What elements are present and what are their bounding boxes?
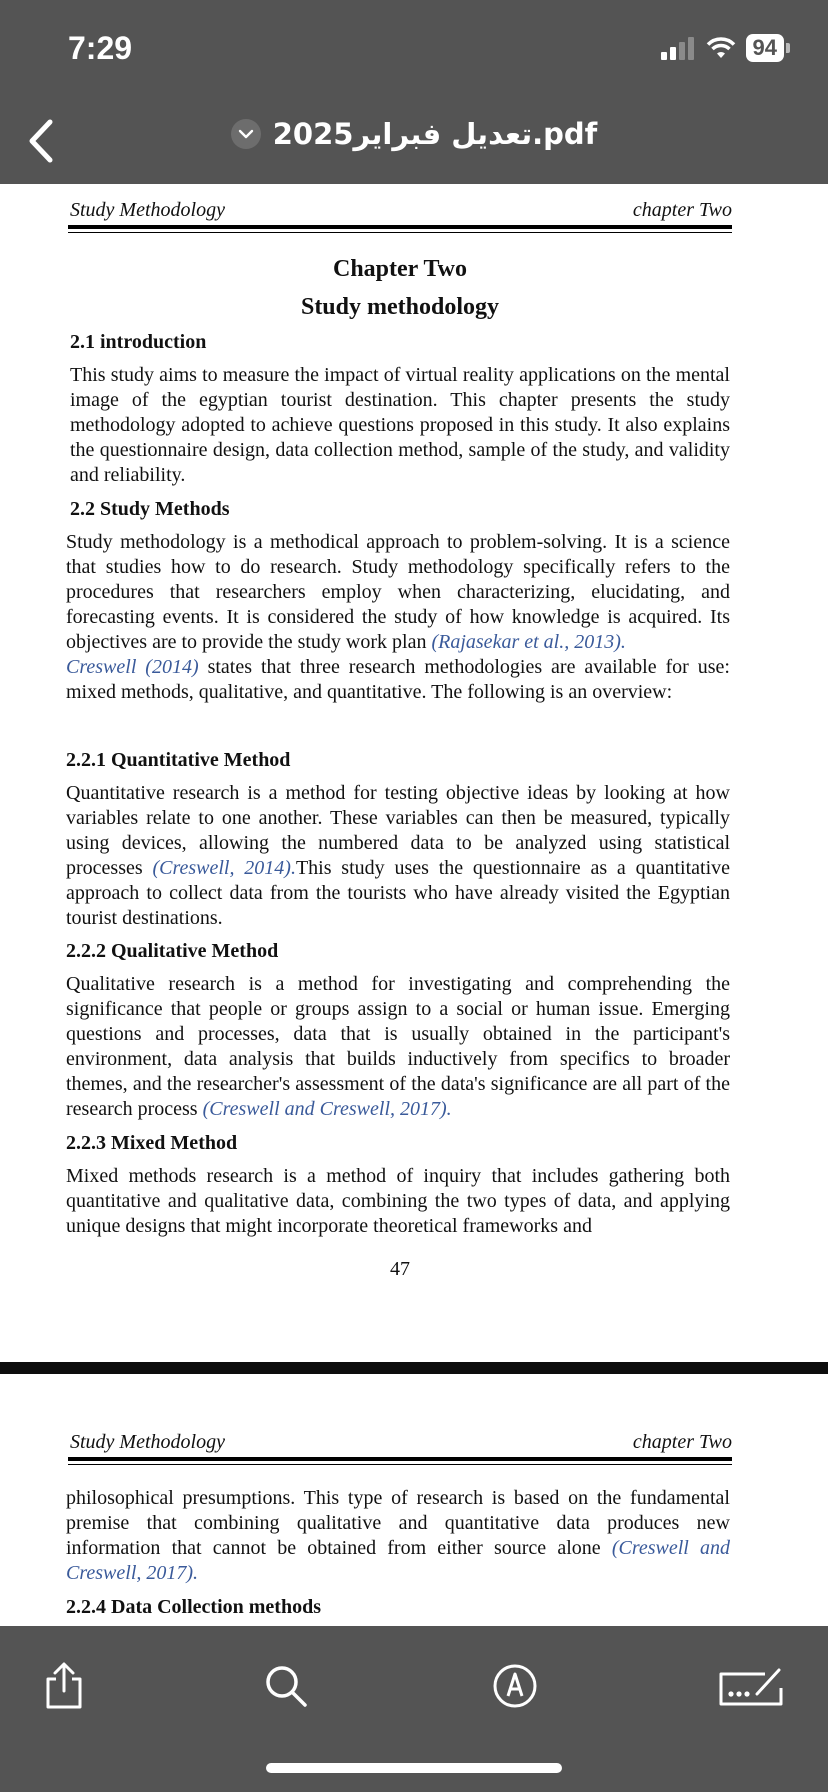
running-head-right: chapter Two	[632, 1431, 732, 1453]
paragraph-2-2	[66, 530, 730, 655]
chapter-subtitle: Study methodology	[300, 294, 500, 320]
status-time: 7:29	[68, 30, 133, 66]
header-rule-thin	[68, 232, 732, 233]
page-divider	[0, 1362, 828, 1374]
markup-icon	[491, 1662, 539, 1710]
heading-2-2-1: 2.2.1 Quantitative Method	[66, 749, 291, 771]
paragraph-text: Quantitative research is a method for testing objective ideas by looking at how variables relate to one another. These variables can then be measured, typically using devices, allowing the numbered data to be analyzed using statistical processes	[66, 782, 730, 879]
paragraph-2-2-1	[66, 781, 730, 931]
paragraph-text: Study methodology is a methodical approach to problem-solving. It is a science that studies how to do research. Study methodology specifically refers to the procedures that researchers employ when characterizing, elucidating, and forecasting events. It is considered the study of how knowledge is acquired. Its objectives are to provide the study work plan	[66, 531, 730, 653]
running-head-left: Study Methodology	[70, 1431, 225, 1453]
form-fill-button[interactable]	[716, 1656, 788, 1716]
paragraph-2-2-2	[66, 972, 730, 1122]
share-icon	[42, 1661, 86, 1711]
paragraph-text: states that three research methodologies are available for use: mixed methods, qualitative, and quantitative. The following is an overview:	[66, 656, 730, 703]
heading-2-2: 2.2 Study Methods	[70, 498, 230, 520]
citation: (Creswell and Creswell, 2017).	[202, 1098, 452, 1120]
header-rule-thin	[68, 1464, 732, 1465]
document-title: تعديل فبراير2025.pdf	[272, 117, 598, 151]
paragraph-text: philosophical presumptions. This type of research is based on the fundamental premise that combining qualitative and quantitative data produces new information that cannot be obtained from either source alone	[66, 1487, 730, 1559]
search-button[interactable]	[256, 1656, 316, 1716]
battery-indicator: 94	[746, 34, 784, 62]
header-rule	[68, 1457, 732, 1461]
paragraph-text: This study uses the questionnaire as a quantitative approach to collect data from the tourists who have already visited the Egyptian tourist destinations.	[66, 857, 731, 929]
battery-tip	[786, 43, 790, 53]
search-icon	[262, 1662, 310, 1710]
top-bar	[0, 0, 828, 184]
pdf-page-48[interactable]	[0, 1374, 828, 1626]
markup-button[interactable]	[485, 1656, 545, 1716]
heading-2-1: 2.1 introduction	[70, 331, 207, 353]
paragraph-2-2-3: Mixed methods research is a method of inquiry that includes gathering both quantitative and qualitative data, combining the two types of data, and applying unique designs that might incorporate theoretical frameworks and	[66, 1165, 730, 1237]
status-icons	[660, 34, 790, 62]
chevron-down-icon	[231, 119, 261, 149]
form-fill-icon	[717, 1664, 787, 1708]
chapter-title: Chapter Two	[332, 256, 467, 282]
header-rule	[68, 225, 732, 229]
share-button[interactable]	[34, 1656, 94, 1716]
signal-icon	[660, 36, 696, 60]
citation: Creswell (2014)	[66, 656, 199, 678]
home-indicator	[266, 1763, 562, 1773]
citation: (Creswell and Creswell, 2017).	[66, 1537, 731, 1584]
paragraph-continued	[66, 1486, 730, 1586]
heading-2-2-3: 2.2.3 Mixed Method	[66, 1132, 238, 1154]
paragraph-2-1: This study aims to measure the impact of virtual reality applications on the mental image of the egyptian tourist destination. This chapter presents the study methodology adopted to achieve questions proposed in this study. It also explains the questionnaire design, data collection method, sample of the study, and validity and reliability.	[70, 364, 730, 486]
pdf-page-47[interactable]	[0, 184, 828, 1362]
wifi-icon	[706, 36, 736, 60]
heading-2-2-2: 2.2.2 Qualitative Method	[66, 940, 279, 962]
citation: (Creswell, 2014).	[152, 857, 296, 879]
running-head-left: Study Methodology	[70, 199, 225, 221]
paragraph-creswell	[66, 655, 730, 705]
page-number: 47	[390, 1258, 410, 1280]
document-title-button[interactable]	[0, 117, 828, 151]
citation: (Rajasekar et al., 2013).	[431, 631, 626, 653]
paragraph-text: Qualitative research is a method for investigating and comprehending the significance that people or groups assign to a social or human issue. Emerging questions and processes, data that is usually obtained in the participant's environment, data analysis that builds inductively from specifics to broader themes, and the researcher's assessment of the data's significance are all part of the research process	[66, 973, 730, 1120]
running-head-right: chapter Two	[632, 199, 732, 221]
heading-2-2-4: 2.2.4 Data Collection methods	[66, 1596, 321, 1618]
